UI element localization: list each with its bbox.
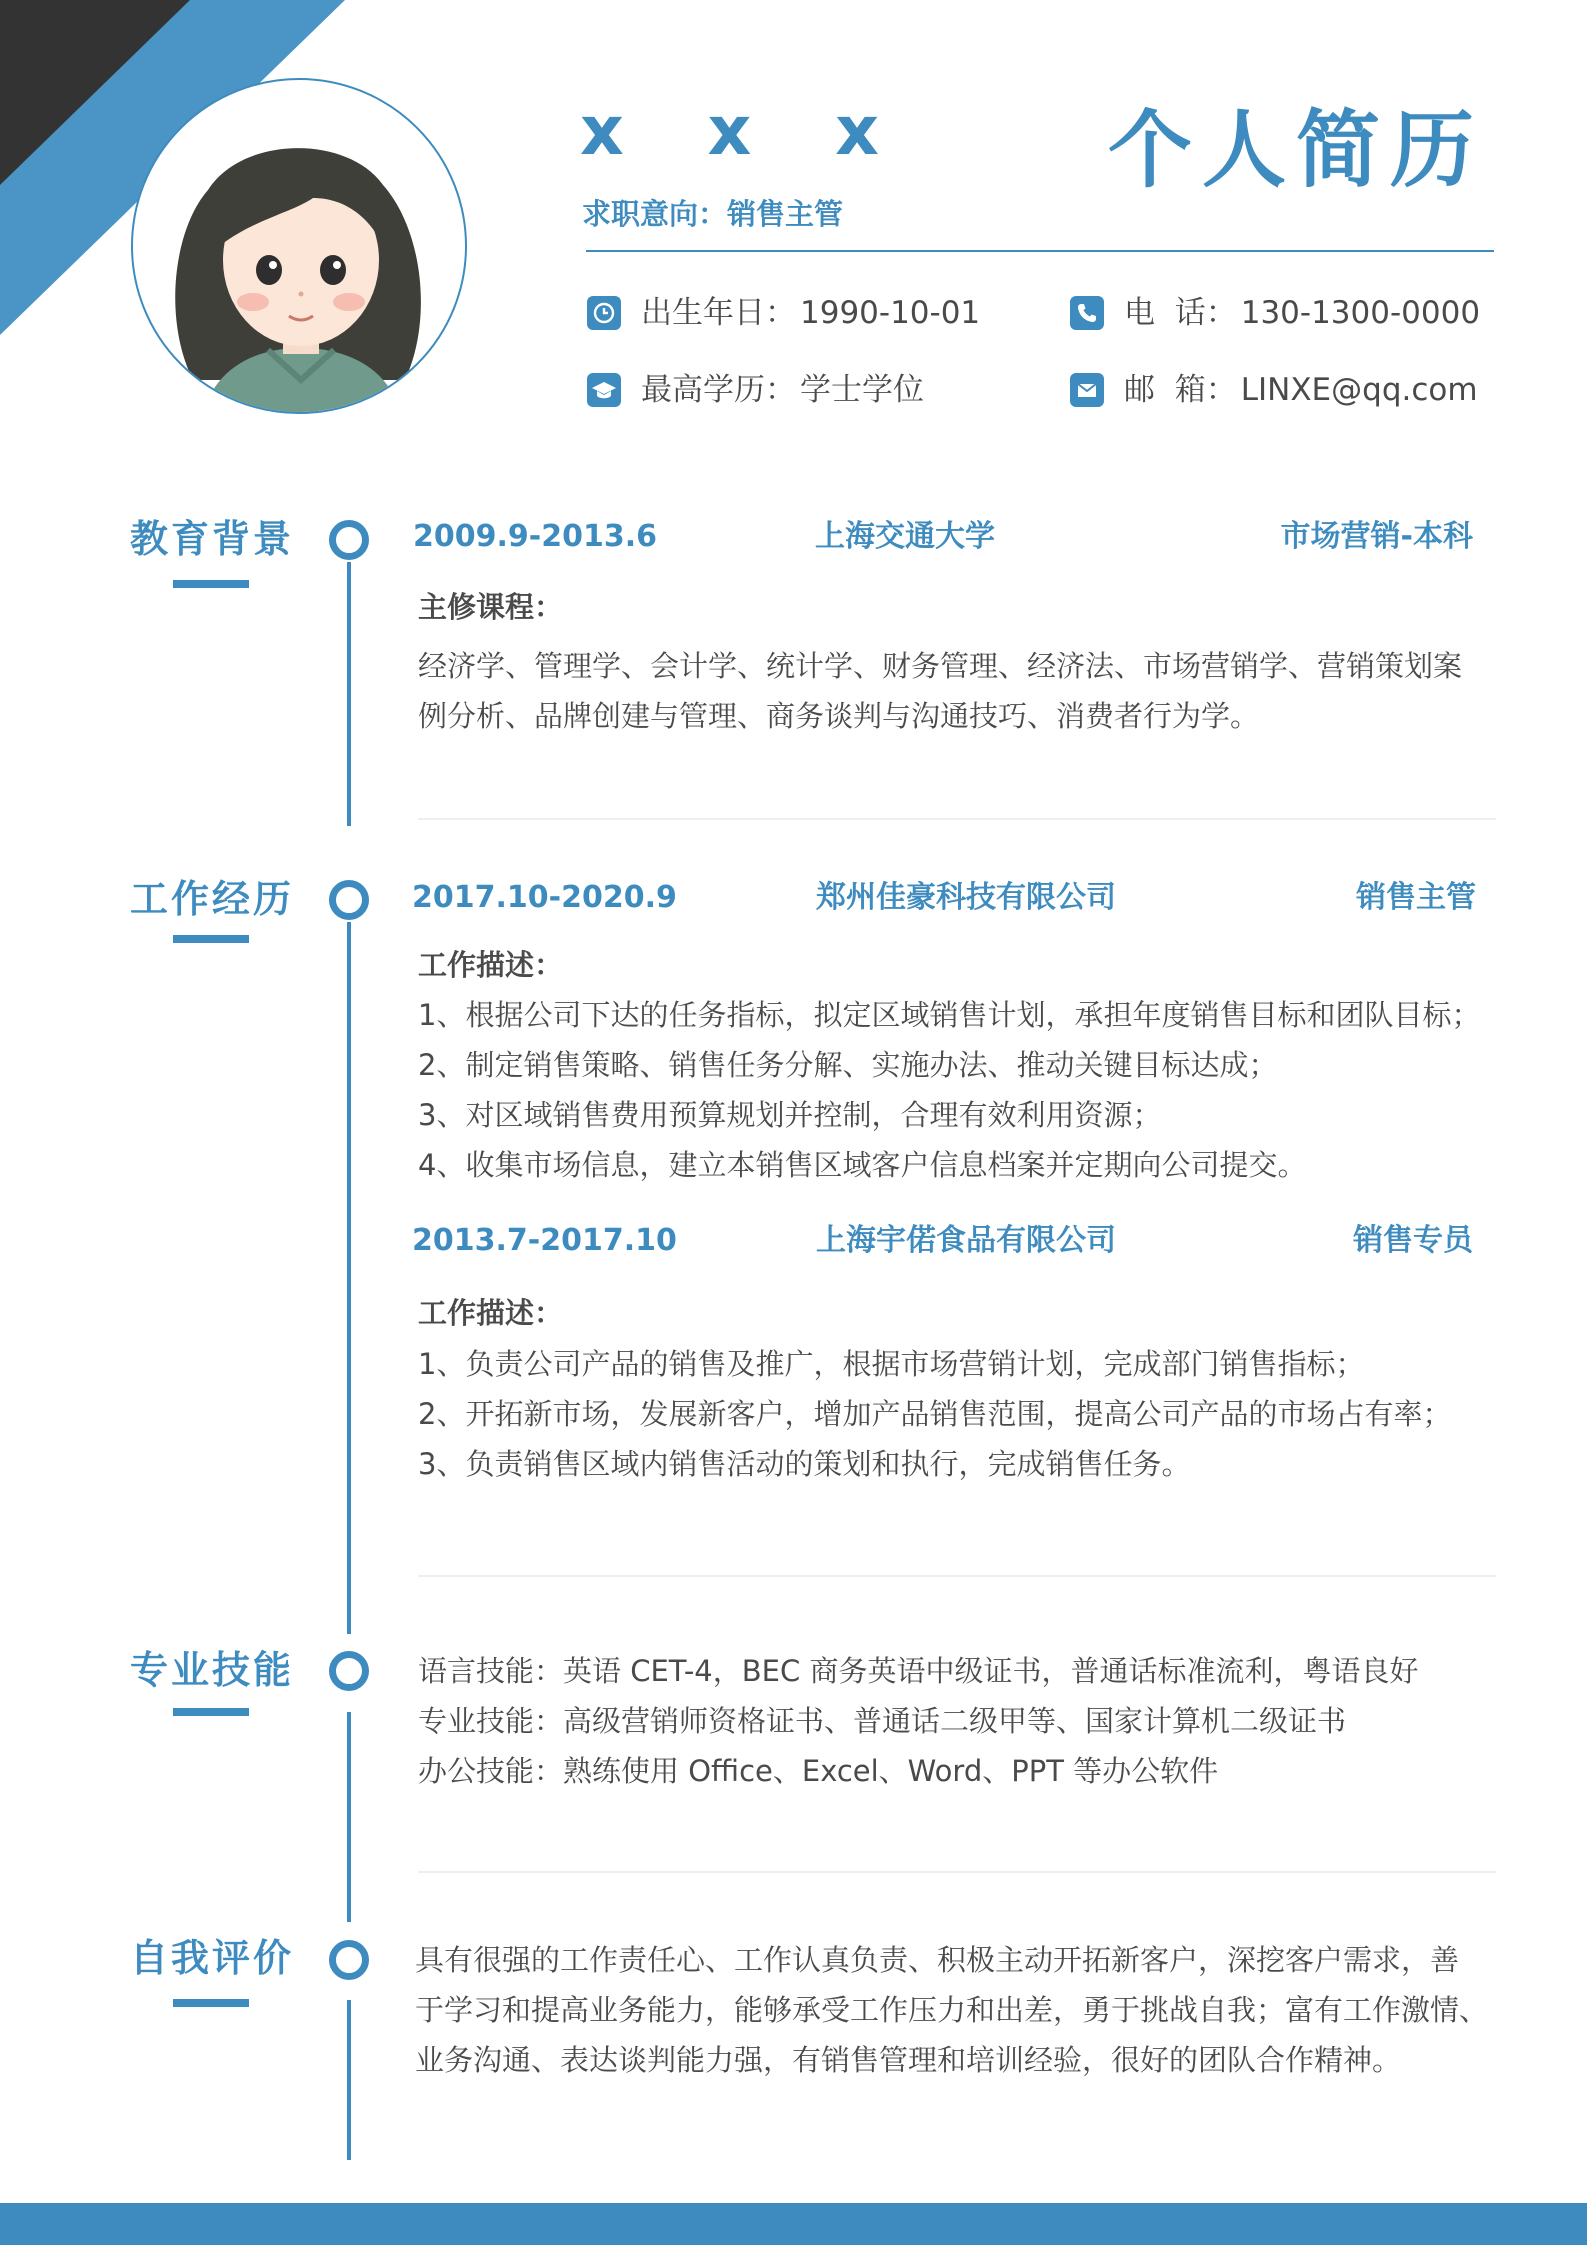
job-desc-label: 工作描述： <box>418 948 564 982</box>
section-divider <box>418 1871 1496 1873</box>
job-desc-line: 3、负责销售区域内销售活动的策划和执行，完成销售任务。 <box>418 1447 1191 1481</box>
timeline-node <box>329 880 369 920</box>
job-position: 销售专员 <box>1353 1223 1473 1258</box>
clock-icon <box>587 296 621 330</box>
job-company: 郑州佳豪科技有限公司 <box>816 880 1116 915</box>
document-title: 个人简历 <box>1108 101 1485 199</box>
education-level-row <box>587 370 924 410</box>
section-title-work: 工作经历 <box>130 877 295 921</box>
phone-icon <box>1070 296 1104 330</box>
job-desc-line: 4、收集市场信息，建立本销售区域客户信息档案并定期向公司提交。 <box>418 1148 1307 1182</box>
timeline-node <box>329 1940 369 1980</box>
timeline-node <box>329 520 369 560</box>
job-position: 销售主管 <box>1356 880 1476 915</box>
self-evaluation-line: 具有很强的工作责任心、工作认真负责、积极主动开拓新客户，深挖客户需求，善 <box>415 1943 1460 1977</box>
section-underline <box>173 1708 249 1716</box>
section-underline <box>173 935 249 943</box>
section-underline <box>173 1999 249 2007</box>
courses-label: 主修课程： <box>418 590 564 624</box>
courses-line: 经济学、管理学、会计学、统计学、财务管理、经济法、市场营销学、营销策划案 <box>418 649 1463 683</box>
avatar-illustration <box>133 80 467 414</box>
phone-row <box>1070 293 1480 333</box>
job-desc-line: 2、制定销售策略、销售任务分解、实施办法、推动关键目标达成； <box>418 1048 1278 1082</box>
avatar <box>131 78 467 414</box>
timeline-segment <box>347 1712 351 1922</box>
job-desc-label: 工作描述： <box>418 1296 564 1330</box>
footer-bar <box>0 2203 1587 2245</box>
job-desc-line: 2、开拓新市场，发展新客户，增加产品销售范围，提高公司产品的市场占有率； <box>418 1397 1452 1431</box>
birth-date-value: 1990-10-01 <box>800 295 981 331</box>
section-divider <box>418 1575 1496 1577</box>
header-divider <box>586 250 1494 252</box>
section-title-self-evaluation: 自我评价 <box>130 1936 295 1980</box>
job-intent: 求职意向：销售主管 <box>582 197 844 231</box>
section-underline <box>173 580 249 588</box>
section-title-education: 教育背景 <box>130 517 295 561</box>
skill-line: 办公技能：熟练使用 Office、Excel、Word、PPT 等办公软件 <box>418 1754 1219 1788</box>
education-period: 2009.9-2013.6 <box>413 519 657 554</box>
education-major: 市场营销-本科 <box>1280 519 1473 554</box>
education-level-label: 最高学历： <box>641 372 796 408</box>
name: x x x <box>580 92 909 171</box>
email-value: LINXE@qq.com <box>1240 372 1478 408</box>
birth-date-label: 出生年日： <box>641 295 796 331</box>
education-school: 上海交通大学 <box>815 519 995 554</box>
job-desc-line: 3、对区域销售费用预算规划并控制，合理有效利用资源； <box>418 1098 1162 1132</box>
job-desc-line: 1、负责公司产品的销售及推广，根据市场营销计划，完成部门销售指标； <box>418 1347 1365 1381</box>
section-divider <box>418 818 1496 820</box>
job-period: 2017.10-2020.9 <box>412 880 677 915</box>
birth-date-row <box>587 293 980 333</box>
email-row <box>1070 370 1478 410</box>
graduation-cap-icon <box>587 373 621 407</box>
skill-line: 语言技能：英语 CET-4，BEC 商务英语中级证书，普通话标准流利，粤语良好 <box>418 1654 1419 1688</box>
timeline-segment <box>347 922 351 1634</box>
job-desc-line: 1、根据公司下达的任务指标，拟定区域销售计划，承担年度销售目标和团队目标； <box>418 998 1481 1032</box>
section-title-skills: 专业技能 <box>130 1648 295 1692</box>
timeline-node <box>329 1651 369 1691</box>
phone-value: 130-1300-0000 <box>1240 295 1481 331</box>
job-company: 上海宇偌食品有限公司 <box>816 1223 1116 1258</box>
skill-line: 专业技能：高级营销师资格证书、普通话二级甲等、国家计算机二级证书 <box>418 1704 1347 1738</box>
timeline-segment <box>347 562 351 826</box>
courses-line: 例分析、品牌创建与管理、商务谈判与沟通技巧、消费者行为学。 <box>418 699 1260 733</box>
education-level-value: 学士学位 <box>800 372 924 408</box>
envelope-icon <box>1070 373 1104 407</box>
email-label: 邮 箱： <box>1124 372 1237 408</box>
self-evaluation-line: 业务沟通、表达谈判能力强，有销售管理和培训经验，很好的团队合作精神。 <box>415 2043 1402 2077</box>
self-evaluation-line: 于学习和提高业务能力，能够承受工作压力和出差，勇于挑战自我；富有工作激情、 <box>415 1993 1489 2027</box>
phone-label: 电 话： <box>1124 295 1237 331</box>
timeline-segment <box>347 2000 351 2160</box>
job-period: 2013.7-2017.10 <box>412 1223 677 1258</box>
